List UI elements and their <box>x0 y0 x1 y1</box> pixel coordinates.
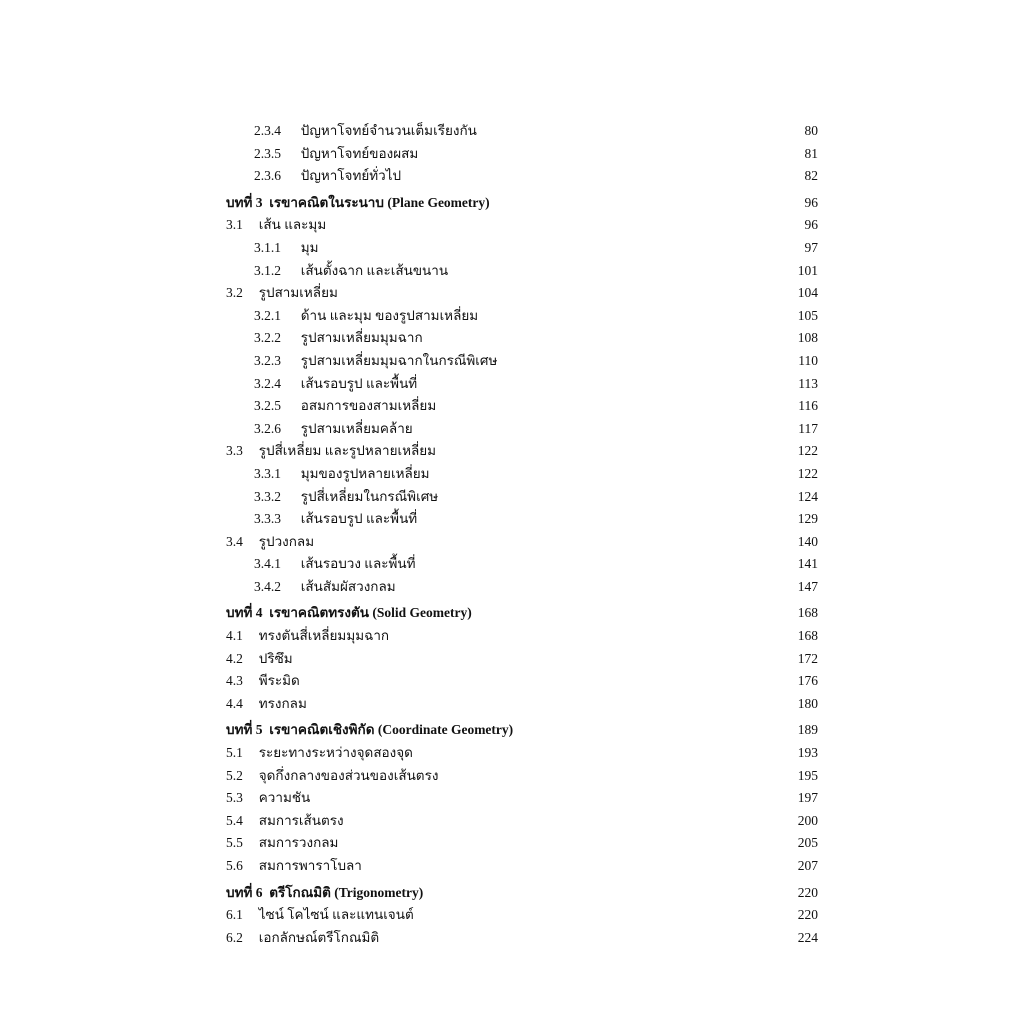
toc-page-number: 147 <box>797 578 818 594</box>
toc-entry-title: เส้นรอบรูป และพื้นที่ <box>300 511 418 527</box>
toc-entry-number: 2.3.4 <box>254 123 281 138</box>
toc-page-number: 207 <box>797 858 818 873</box>
toc-entry-number: 3.2.1 <box>254 307 281 323</box>
toc-entry-title: ไซน์ โคไซน์ และแทนเจนต์ <box>258 907 414 923</box>
toc-entry-number: 3.2.3 <box>254 352 281 368</box>
toc-entry-title: สมการพาราโบลา <box>258 858 362 873</box>
toc-entry-title: ปัญหาโจทย์ทั่วไป <box>300 168 402 184</box>
toc-page-number: 195 <box>797 767 818 783</box>
toc-entry <box>226 576 818 599</box>
toc-entry <box>226 373 818 396</box>
toc-entry <box>226 670 818 693</box>
table-of-contents <box>226 120 818 949</box>
toc-page-number: 168 <box>797 628 818 644</box>
toc-entry-number: 5.5 <box>226 835 243 851</box>
toc-page-number: 110 <box>798 352 818 368</box>
toc-entry-title: จุดกึ่งกลางของส่วนของเส้นตรง <box>258 767 439 783</box>
toc-entry-number: 4.1 <box>226 628 243 644</box>
toc-entry <box>226 120 818 143</box>
toc-entry-title: อสมการของสามเหลี่ยม <box>300 398 437 414</box>
toc-entry-title: ระยะทางระหว่างจุดสองจุด <box>258 745 413 761</box>
toc-page-number: 104 <box>797 285 818 301</box>
toc-entry-number: บทที่ 4 <box>226 605 263 621</box>
toc-page-number: 124 <box>797 488 818 504</box>
toc-page-number: 108 <box>797 330 818 346</box>
toc-entry-number: 3.2.4 <box>254 375 281 391</box>
toc-entry-title: เส้น และมุม <box>258 217 327 233</box>
toc-page-number: 96 <box>804 194 818 210</box>
toc-entry-number: 3.3 <box>226 443 243 459</box>
toc-entry <box>226 787 818 810</box>
toc-entry <box>226 765 818 788</box>
toc-entry-number: 3.2.6 <box>254 420 281 436</box>
toc-entry <box>226 904 818 927</box>
toc-page-number: 117 <box>798 420 818 436</box>
toc-entry <box>226 742 818 765</box>
toc-page-number: 116 <box>798 398 818 414</box>
toc-entry-title: รูปสามเหลี่ยมมุมฉากในกรณีพิเศษ <box>300 352 498 368</box>
toc-page-number: 197 <box>797 790 818 806</box>
toc-entry-number: 3.3.1 <box>254 465 281 481</box>
toc-chapter-heading <box>226 192 818 215</box>
toc-entry-number: 4.4 <box>226 695 243 711</box>
toc-entry-title: รูปสามเหลี่ยมมุมฉาก <box>300 330 423 346</box>
toc-entry-title: ด้าน และมุม ของรูปสามเหลี่ยม <box>300 307 479 323</box>
toc-entry <box>226 327 818 350</box>
toc-page-number: 176 <box>797 673 818 689</box>
toc-page-number: 81 <box>804 145 818 161</box>
toc-page-number: 129 <box>797 511 818 527</box>
toc-entry-title: รูปสามเหลี่ยมคล้าย <box>300 420 413 436</box>
toc-entry-title: เส้นตั้งฉาก และเส้นขนาน <box>300 262 449 278</box>
toc-entry <box>226 395 818 418</box>
toc-page-number: 180 <box>797 695 818 711</box>
toc-entry <box>226 648 818 671</box>
toc-chapter-heading <box>226 719 818 742</box>
toc-entry <box>226 143 818 166</box>
toc-page-number: 140 <box>797 533 818 549</box>
toc-entry-title: ปริซึม <box>258 650 293 666</box>
toc-entry-title: รูปวงกลม <box>258 533 315 549</box>
toc-chapter-heading <box>226 602 818 625</box>
toc-entry-title: รูปสี่เหลี่ยม และรูปหลายเหลี่ยม <box>258 443 437 459</box>
toc-page-number: 168 <box>797 605 818 621</box>
toc-entry-title: มุมของรูปหลายเหลี่ยม <box>300 465 430 481</box>
toc-entry <box>226 832 818 855</box>
toc-entry-number: บทที่ 6 <box>226 884 263 900</box>
toc-entry-title: เอกลักษณ์ตรีโกณมิติ <box>258 929 380 945</box>
toc-entry-title: สมการเส้นตรง <box>258 812 344 828</box>
toc-entry-title: เรขาคณิตทรงตัน (Solid Geometry) <box>269 605 472 621</box>
toc-entry-number: 3.1.2 <box>254 262 281 278</box>
toc-entry-number: 3.4 <box>226 533 243 549</box>
toc-page-number: 80 <box>804 123 818 138</box>
toc-entry-title: รูปสามเหลี่ยม <box>258 285 338 301</box>
toc-entry-title: ทรงกลม <box>258 695 307 711</box>
toc-entry <box>226 531 818 554</box>
toc-entry-number: 2.3.5 <box>254 145 281 161</box>
toc-entry-title: เส้นรอบวง และพื้นที่ <box>300 556 416 572</box>
toc-entry-number: 3.2.2 <box>254 330 281 346</box>
toc-entry-number: 5.2 <box>226 767 243 783</box>
toc-entry-title: ปัญหาโจทย์ของผสม <box>300 145 419 161</box>
toc-entry-title: มุม <box>300 239 319 255</box>
toc-page-number: 189 <box>797 722 818 738</box>
toc-entry-number: 3.2.5 <box>254 398 281 414</box>
toc-entry-number: 3.2 <box>226 285 243 301</box>
toc-entry-number: บทที่ 5 <box>226 722 263 738</box>
toc-page-number: 96 <box>804 217 818 233</box>
toc-entry <box>226 214 818 237</box>
toc-entry-title: ปัญหาโจทย์จำนวนเต็มเรียงกัน <box>300 123 477 138</box>
toc-page-number: 122 <box>797 465 818 481</box>
toc-page-number: 97 <box>804 239 818 255</box>
toc-entry <box>226 350 818 373</box>
toc-entry-number: 2.3.6 <box>254 168 281 184</box>
toc-entry-number: บทที่ 3 <box>226 194 263 210</box>
toc-entry-title: พีระมิด <box>258 673 300 689</box>
toc-page-number: 220 <box>797 907 818 923</box>
toc-entry <box>226 486 818 509</box>
toc-entry-title: เรขาคณิตในระนาบ (Plane Geometry) <box>269 194 490 210</box>
toc-entry <box>226 305 818 328</box>
toc-entry <box>226 927 818 950</box>
toc-entry-title: เส้นสัมผัสวงกลม <box>300 578 396 594</box>
toc-entry <box>226 693 818 716</box>
toc-page-number: 172 <box>797 650 818 666</box>
toc-entry-number: 5.6 <box>226 858 243 873</box>
toc-entry-number: 5.1 <box>226 745 243 761</box>
toc-entry-number: 3.3.3 <box>254 511 281 527</box>
toc-entry <box>226 855 818 878</box>
toc-page-number: 105 <box>797 307 818 323</box>
toc-page-number: 82 <box>804 168 818 184</box>
toc-entry-number: 4.2 <box>226 650 243 666</box>
toc-page-number: 141 <box>797 556 818 572</box>
toc-entry-title: ตรีโกณมิติ (Trigonometry) <box>269 884 424 900</box>
toc-entry-number: 5.3 <box>226 790 243 806</box>
toc-entry <box>226 165 818 188</box>
toc-entry <box>226 463 818 486</box>
toc-page-number: 205 <box>797 835 818 851</box>
toc-entry-number: 6.2 <box>226 929 243 945</box>
toc-page-number: 220 <box>797 884 818 900</box>
toc-entry-title: เส้นรอบรูป และพื้นที่ <box>300 375 418 391</box>
toc-entry <box>226 237 818 260</box>
toc-chapter-heading <box>226 882 818 905</box>
toc-page-number: 200 <box>797 812 818 828</box>
toc-entry <box>226 418 818 441</box>
toc-entry <box>226 260 818 283</box>
toc-entry-number: 3.1.1 <box>254 239 281 255</box>
toc-entry-title: ทรงตันสี่เหลี่ยมมุมฉาก <box>258 628 390 644</box>
toc-entry-number: 3.4.1 <box>254 556 281 572</box>
toc-entry-number: 3.4.2 <box>254 578 281 594</box>
toc-entry <box>226 282 818 305</box>
toc-page-number: 113 <box>798 375 818 391</box>
toc-entry-title: ความชัน <box>258 790 311 806</box>
toc-entry-number: 3.3.2 <box>254 488 281 504</box>
toc-entry-title: เรขาคณิตเชิงพิกัด (Coordinate Geometry) <box>269 722 514 738</box>
toc-entry <box>226 440 818 463</box>
toc-entry-number: 6.1 <box>226 907 243 923</box>
toc-entry <box>226 810 818 833</box>
toc-entry-number: 3.1 <box>226 217 243 233</box>
toc-page-number: 122 <box>797 443 818 459</box>
toc-entry-number: 5.4 <box>226 812 243 828</box>
toc-entry-title: สมการวงกลม <box>258 835 339 851</box>
toc-entry-number: 4.3 <box>226 673 243 689</box>
toc-page-number: 193 <box>797 745 818 761</box>
toc-entry-title: รูปสี่เหลี่ยมในกรณีพิเศษ <box>300 488 439 504</box>
toc-entry <box>226 553 818 576</box>
toc-entry <box>226 625 818 648</box>
toc-entry <box>226 508 818 531</box>
toc-page-number: 224 <box>797 929 818 945</box>
toc-page-number: 101 <box>797 262 818 278</box>
